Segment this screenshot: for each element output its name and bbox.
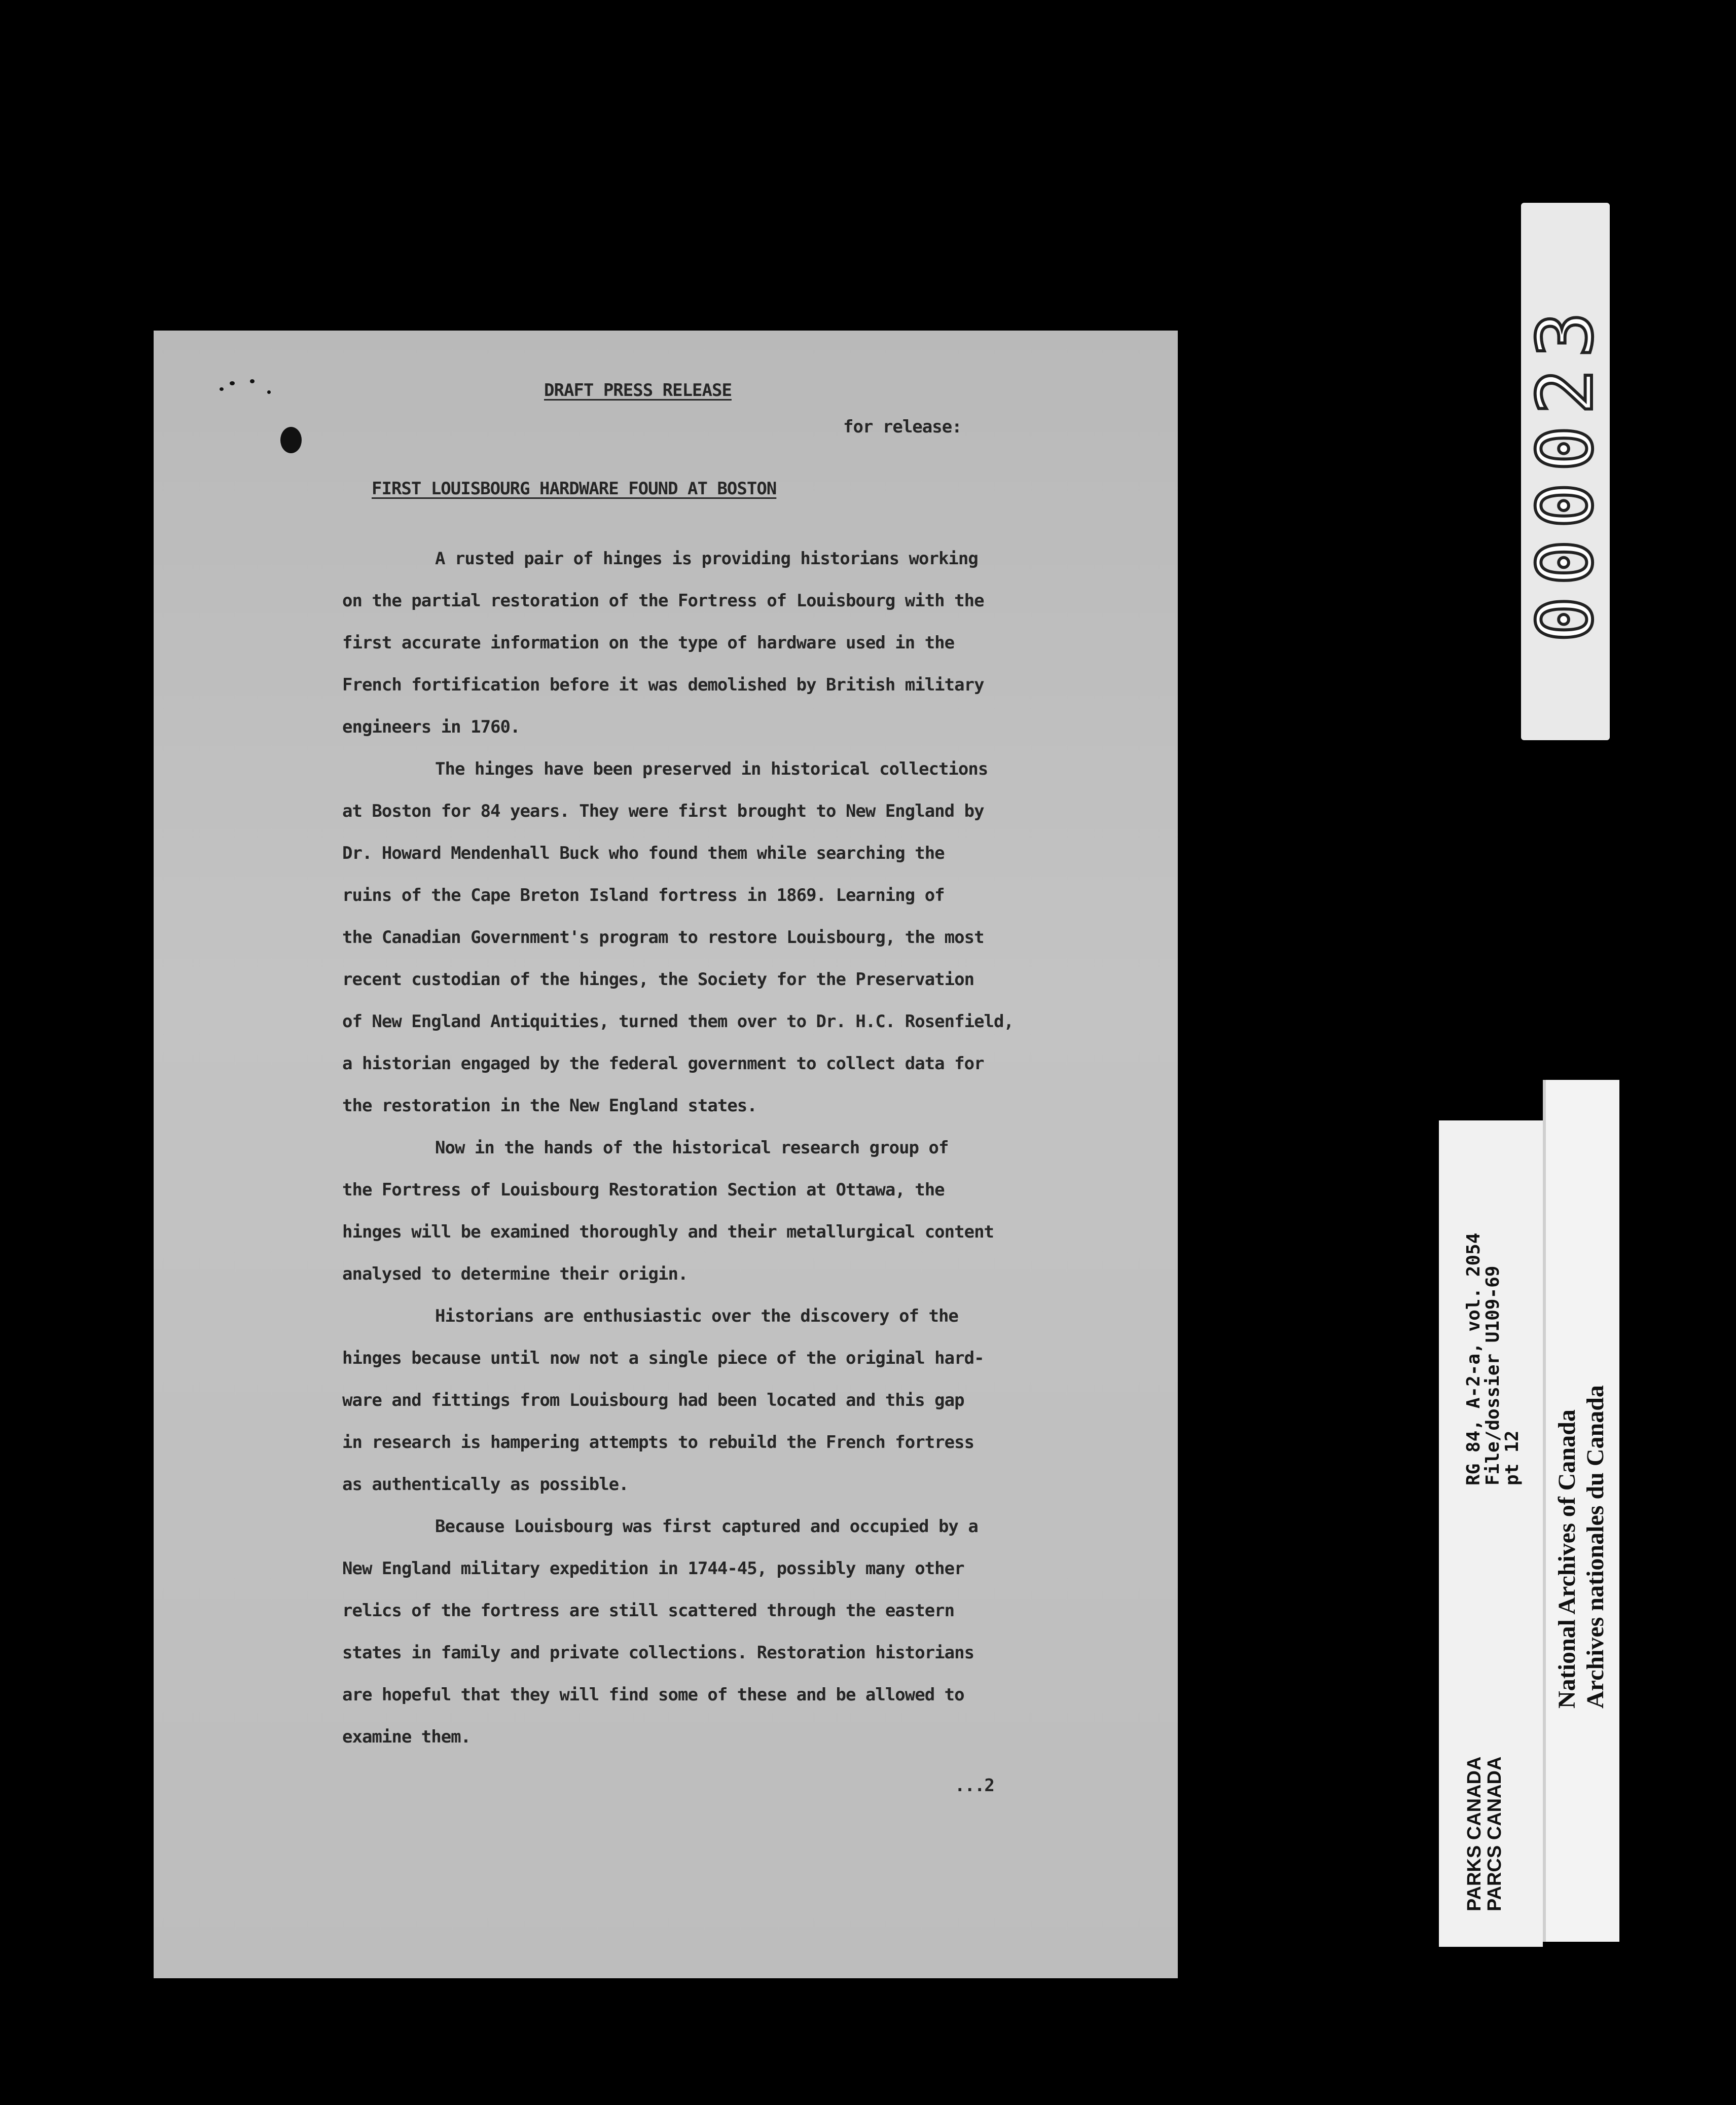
paragraph-line: engineers in 1760. xyxy=(342,717,520,737)
paragraph-line: the restoration in the New England states. xyxy=(342,1096,757,1116)
page-continuation: ...2 xyxy=(955,1775,994,1796)
paragraph-line: ruins of the Cape Breton Island fortress in 1869. Learning of xyxy=(342,885,945,905)
paragraph-line: at Boston for 84 years. They were first brought to New England by xyxy=(342,801,984,821)
archives-line: National Archives of Canada xyxy=(1553,1409,1580,1709)
paragraph-line: relics of the fortress are still scattered through the eastern xyxy=(342,1601,955,1621)
paragraph-line: of New England Antiquities, turned them over to Dr. H.C. Rosenfield, xyxy=(342,1011,1014,1032)
ink-speck xyxy=(250,379,255,383)
agency-line: PARCS CANADA xyxy=(1484,1756,1505,1911)
paragraph-line: Dr. Howard Mendenhall Buck who found them while searching the xyxy=(342,843,945,863)
ink-speck xyxy=(230,381,235,385)
paragraph-line: as authentically as possible. xyxy=(342,1474,629,1495)
paragraph-line: the Fortress of Louisbourg Restoration Section at Ottawa, the xyxy=(342,1180,945,1200)
frame-number-strip xyxy=(1521,203,1610,740)
archives-name-label xyxy=(1543,1080,1619,1942)
headline: FIRST LOUISBOURG HARDWARE FOUND AT BOSTON xyxy=(372,479,777,499)
paragraph-line: recent custodian of the hinges, the Society for the Preservation xyxy=(342,969,974,990)
agency-block xyxy=(1464,1757,1505,1911)
document-title: DRAFT PRESS RELEASE xyxy=(544,380,732,401)
archive-reference-label xyxy=(1439,1120,1543,1947)
paragraph-line: on the partial restoration of the Fortress of Louisbourg with the xyxy=(342,591,984,611)
reference-line: RG 84, A-2-a, vol. 2054 xyxy=(1463,1232,1484,1485)
frame-number: 000023 xyxy=(1521,301,1610,642)
ink-speck xyxy=(220,387,224,391)
paragraph-line: French fortification before it was demolished by British military xyxy=(342,675,984,695)
paragraph-line: the Canadian Government's program to restore Louisbourg, the most xyxy=(342,927,984,948)
paragraph-line: examine them. xyxy=(342,1727,471,1747)
paragraph-line: a historian engaged by the federal government to collect data for xyxy=(342,1054,984,1074)
paragraph-first-line: Because Louisbourg was first captured and occupied by a xyxy=(435,1516,978,1537)
paragraph-first-line: Historians are enthusiastic over the discovery of the xyxy=(435,1306,958,1326)
paragraph-line: hinges because until now not a single piece of the original hard- xyxy=(342,1348,984,1368)
agency-line: PARKS CANADA xyxy=(1464,1756,1485,1911)
ink-smudge xyxy=(280,427,302,453)
paragraph-first-line: Now in the hands of the historical research group of xyxy=(435,1138,949,1158)
archives-block xyxy=(1553,1385,1610,1709)
reference-block xyxy=(1464,1233,1522,1486)
paragraph-line: ware and fittings from Louisbourg had been located and this gap xyxy=(342,1390,964,1410)
paragraph-first-line: The hinges have been preserved in historical collections xyxy=(435,759,988,779)
ink-speck xyxy=(267,390,271,394)
archives-line: Archives nationales du Canada xyxy=(1582,1385,1609,1709)
paragraph-line: hinges will be examined thoroughly and their metallurgical content xyxy=(342,1222,994,1242)
release-line: for release: xyxy=(843,417,962,437)
paragraph-line: New England military expedition in 1744-45, possibly many other xyxy=(342,1558,964,1579)
reference-line: pt 12 xyxy=(1502,1430,1523,1485)
reference-line: File/dossier U109-69 xyxy=(1482,1265,1503,1485)
paragraph-line: states in family and private collections. Restoration historians xyxy=(342,1643,974,1663)
paragraph-first-line: A rusted pair of hinges is providing historians working xyxy=(435,549,978,569)
paragraph-line: are hopeful that they will find some of these and be allowed to xyxy=(342,1685,964,1705)
paragraph-line: in research is hampering attempts to rebuild the French fortress xyxy=(342,1432,974,1453)
paragraph-line: analysed to determine their origin. xyxy=(342,1264,688,1284)
document-page xyxy=(154,331,1178,1978)
paragraph-line: first accurate information on the type of hardware used in the xyxy=(342,633,955,653)
